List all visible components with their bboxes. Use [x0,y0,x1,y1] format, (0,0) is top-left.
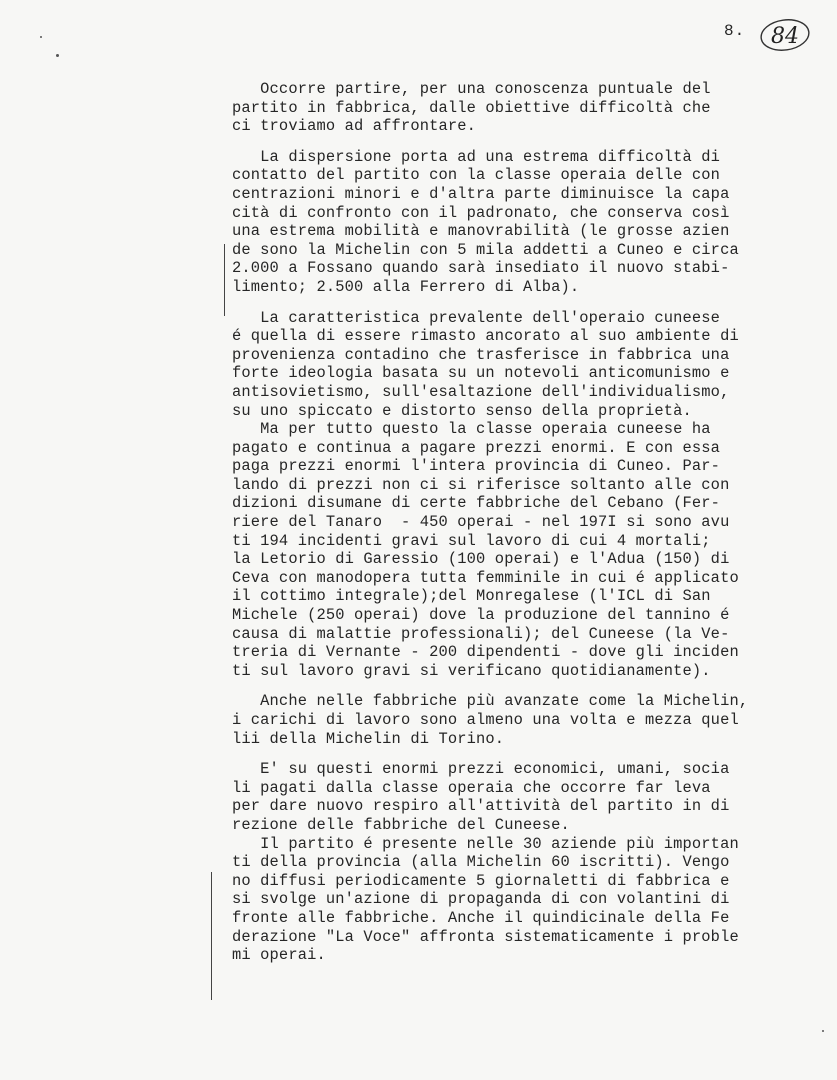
speck [40,36,42,38]
text-line: il cottimo integrale);del Monregalese (l'ICL di San [232,587,711,606]
text-line: no diffusi periodicamente 5 giornaletti di fabbrica e [232,871,730,890]
text-line: partito in fabbrica, dalle obiettive difficoltà che [232,98,711,117]
text-line: Ma per tutto questo la classe operaia cuneese ha [232,420,711,439]
text-line: 2.000 a Fossano quando sarà insediato il nuovo stabi- [232,259,730,278]
paragraph-1 [232,80,792,136]
text-line: la Letorio di Garessio (100 operai) e l'Adua (150) di [232,550,730,569]
text-line: treria di Vernante - 200 dipendenti - dove gli inciden [232,643,739,662]
text-line: ti 194 incidenti gravi sul lavoro di cui 4 mortali; [232,531,711,550]
paragraph-5 [232,760,792,965]
text-line: su uno spiccato e distorto senso della proprietà. [232,401,692,420]
text-line: E' su questi enormi prezzi economici, umani, socia [232,760,730,779]
text-line: ci troviamo ad affrontare. [232,117,477,136]
text-line: una estrema mobilità e manovrabilità (le grosse azien [232,222,730,241]
text-line: centrazioni minori e d'altra parte diminuisce la capa [232,184,730,203]
text-line: La caratteristica prevalente dell'operaio cuneese [232,308,721,327]
text-line: La dispersione porta ad una estrema difficoltà di [232,147,721,166]
text-line: pagato e continua a pagare prezzi enormi. E con essa [232,438,721,457]
page-number: 8. [724,22,746,40]
text-line: lando di prezzi non ci si riferisce soltanto alle con [232,475,730,494]
text-line: ti sul lavoro gravi si verificano quotidianamente). [232,661,711,680]
document-body [232,80,792,977]
text-line: derazione "La Voce" affronta sistematicamente i proble [232,927,739,946]
text-line: Occorre partire, per una conoscenza puntuale del [232,80,711,98]
text-line: fronte alle fabbriche. Anche il quindicinale della Fe [232,908,730,927]
text-line: mi operai. [232,946,326,965]
text-line: ti della provincia (alla Michelin 60 iscritti). Vengo [232,853,730,872]
text-line: contatto del partito con la classe operaia delle con [232,166,721,185]
handwritten-page-stamp [758,16,812,54]
svg-text:84: 84 [771,24,799,49]
text-line: per dare nuovo respiro all'attività del partito in di [232,797,730,816]
text-line: Ceva con manodopera tutta femminile in cui é applicato [232,568,739,587]
margin-bracket [211,872,212,1000]
margin-bracket [224,244,225,316]
text-line: cità di confronto con il padronato, che conserva così [232,203,730,222]
text-line: Anche nelle fabbriche più avanzate come la Michelin, [232,692,749,711]
text-line: paga prezzi enormi l'intera provincia di Cuneo. Par- [232,457,721,476]
text-line: li pagati dalla classe operaia che occorre far leva [232,778,711,797]
text-line: lii della Michelin di Torino. [232,729,505,748]
text-line: Michele (250 operai) dove la produzione del tannino é [232,606,730,625]
text-line: forte ideologia basata su un notevoli anticomunismo e [232,364,730,383]
text-line: rezione delle fabbriche del Cuneese. [232,815,570,834]
text-line: é quella di essere rimasto ancorato al suo ambiente di [232,327,739,346]
speck [56,54,59,57]
text-line: riere del Tanaro - 450 operai - nel 197I si sono avu [232,513,730,532]
text-line: causa di malattie professionali); del Cuneese (la Ve- [232,624,730,643]
circled-number-icon [758,16,812,54]
paragraph-2 [232,148,792,297]
text-line: provenienza contadino che trasferisce in fabbrica una [232,345,730,364]
text-line: si svolge un'azione di propaganda di con volantini di [232,890,730,909]
text-line: limento; 2.500 alla Ferrero di Alba). [232,277,580,296]
speck [822,1030,824,1032]
text-line: de sono la Michelin con 5 mila addetti a Cuneo e circa [232,240,739,259]
paragraph-3 [232,309,792,681]
text-line: dizioni disumane di certe fabbriche del Cebano (Fer- [232,494,721,513]
text-line: Il partito é presente nelle 30 aziende più importan [232,834,739,853]
text-line: i carichi di lavoro sono almeno una volta e mezza quel [232,711,739,729]
paragraph-4 [232,692,792,748]
text-line: antisovietismo, sull'esaltazione dell'individualismo, [232,382,730,401]
